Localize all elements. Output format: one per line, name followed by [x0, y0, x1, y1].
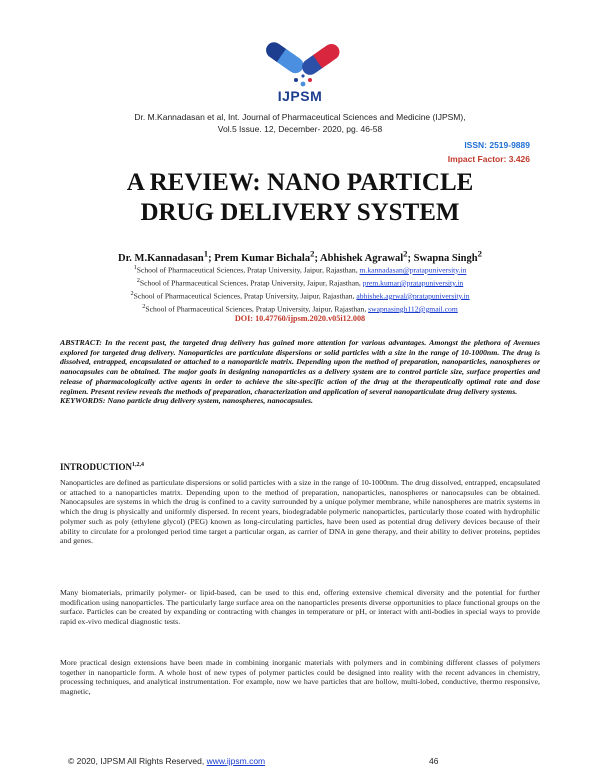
- abstract: [60, 338, 540, 406]
- author: Dr. M.Kannadasan$^1$;: [118, 248, 215, 264]
- email-link[interactable]: abhishek.agrwal@pratapuniversity.in: [356, 291, 470, 301]
- citation-line-1: Dr. M.Kannadasan et al, Int. Journal of Pharmaceutical Sciences and Medicine (IJPSM),: [134, 112, 466, 122]
- affiliation: $^2$School of Pharmaceutical Sciences, Pratap University, Jaipur, Rajasthan, abhishek.agrwal@pratapuniversity.in: [130, 289, 470, 301]
- title-line-1: A REVIEW: NANO PARTICLE: [126, 169, 474, 196]
- footer-copyright: © 2020, IJPSM All Rights Reserved, www.ijpsm.com: [68, 756, 266, 766]
- author-list: [0, 248, 600, 264]
- section-heading: INTRODUCTION$^{1,2,4}$: [60, 462, 145, 472]
- logo-text: IJPSM: [277, 88, 323, 104]
- citation: [60, 111, 540, 135]
- title-line-2: DRUG DELIVERY SYSTEM: [140, 199, 460, 226]
- paragraph: Nanoparticles are defined as particulate dispersions or solid particles with a size in the range of 10-1000nm. The drug dissolved, entrapped, encapsulated or attached to a nanoparticles matrix. Depending upon to the method of preparation, nanoparticles, nanospheres or nanocapsules can be obtained. Nanocapsules are systems in which the drug is confined to a cavity surrounded by a unique polymer membrane, while nanospheres are matrix systems in which the drug is physically and uniformly dispersed. In recent years, biodegradable polymeric nanoparticles, particularly those coated with hydrophilic polymer such as poly (ethylene glycol) (PEG) known as long-circulating particles, have been used as potential drug delivery devices because of their ability to circulate for a prolonged period time target a particular organ, as carrier of DNA in gene therapy, and their ability to deliver proteins, peptides and genes.: [60, 478, 540, 546]
- affiliation: $^2$School of Pharmaceutical Sciences, Pratap University, Jaipur, Rajasthan, swapnasingh112@gmail.com: [142, 302, 458, 314]
- author: Prem Kumar Bichala$^2$;: [214, 248, 320, 264]
- author: Abhishek Agrawal$^2$;: [320, 248, 414, 264]
- paragraph: Many biomaterials, primarily polymer- or lipid-based, can be used to this end, offering extensive chemical diversity and the potential for further modification using nanoparticles. The particularly large surface area on the nanoparticles presents diverse opportunities to place functional groups on the surface. Particles can be created by expanding or contracting with changes in temperature or pH, or interact with anti-bodies in special ways to provide rapid ex-vivo medical diagnostic tests.: [60, 588, 540, 627]
- capsule-pill-icon: [263, 39, 343, 86]
- author: Swapna Singh$^2$: [413, 248, 482, 264]
- keywords: KEYWORDS: Nano particle drug delivery system, nanospheres, nanocapsules.: [60, 396, 313, 406]
- impact-factor: Impact Factor: 3.426: [447, 154, 530, 164]
- abstract-text: ABSTRACT: In the recent past, the targeted drug delivery has gained more attention for various advantages. Amongst the plethora of Avenues explored for targeted drug delivery. Nanoparticles are particulate dispersions or solid particles with a size in the range of 10-1000nm. The drug is dissolved, entrapped, encapsulated or attached to a nanoparticle matrix. Depending upon the method of preparation, nanoparticles, nanospheres or nanocapsules can be obtained. The major goals in designing nanoparticles as a delivery system are to control particle size, surface properties and release of pharmacologically active agents in order to achieve the site-specific action of the drug at the therapeutically optimal rate and dose regimen. Present review reveals the methods of preparation, characterization and application of several nanoparticulate drug delivery systems.: [60, 338, 540, 396]
- email-link[interactable]: prem.kumar@pratapuniversity.in: [362, 278, 464, 288]
- affiliations: [0, 263, 600, 315]
- issn: ISSN: 2519-9889: [464, 140, 530, 150]
- affiliation: $^2$School of Pharmaceutical Sciences, Pratap University, Jaipur, Rajasthan, prem.kumar@pratapuniversity.in: [136, 276, 464, 288]
- article-title: [0, 168, 600, 228]
- affiliation: $^1$School of Pharmaceutical Sciences, Pratap University, Jaipur, Rajasthan, m.kannadasan@pratapuniversity.in: [133, 264, 467, 275]
- email-link[interactable]: swapnasingh112@gmail.com: [368, 304, 458, 314]
- citation-line-2: Vol.5 Issue. 12, December- 2020, pg. 46-58: [217, 124, 383, 134]
- email-link[interactable]: m.kannadasan@pratapuniversity.in: [359, 265, 467, 275]
- paragraph: More practical design extensions have been made in combining inorganic materials with polymers and in combining different classes of polymers together in nanoparticle form. A whole host of new types of polymer particles could be designed into reality with the recent advances in chemistry, processing techniques, and analytical instrumentation. For example, now we have particles that are hollow, multi-lobed, conductive, thermo responsive, magnetic,: [60, 658, 540, 697]
- doi[interactable]: DOI: 10.47760/ijpsm.2020.v05i12.008: [234, 314, 366, 323]
- website-link[interactable]: www.ijpsm.com: [206, 756, 266, 766]
- page-number: 46: [429, 756, 439, 766]
